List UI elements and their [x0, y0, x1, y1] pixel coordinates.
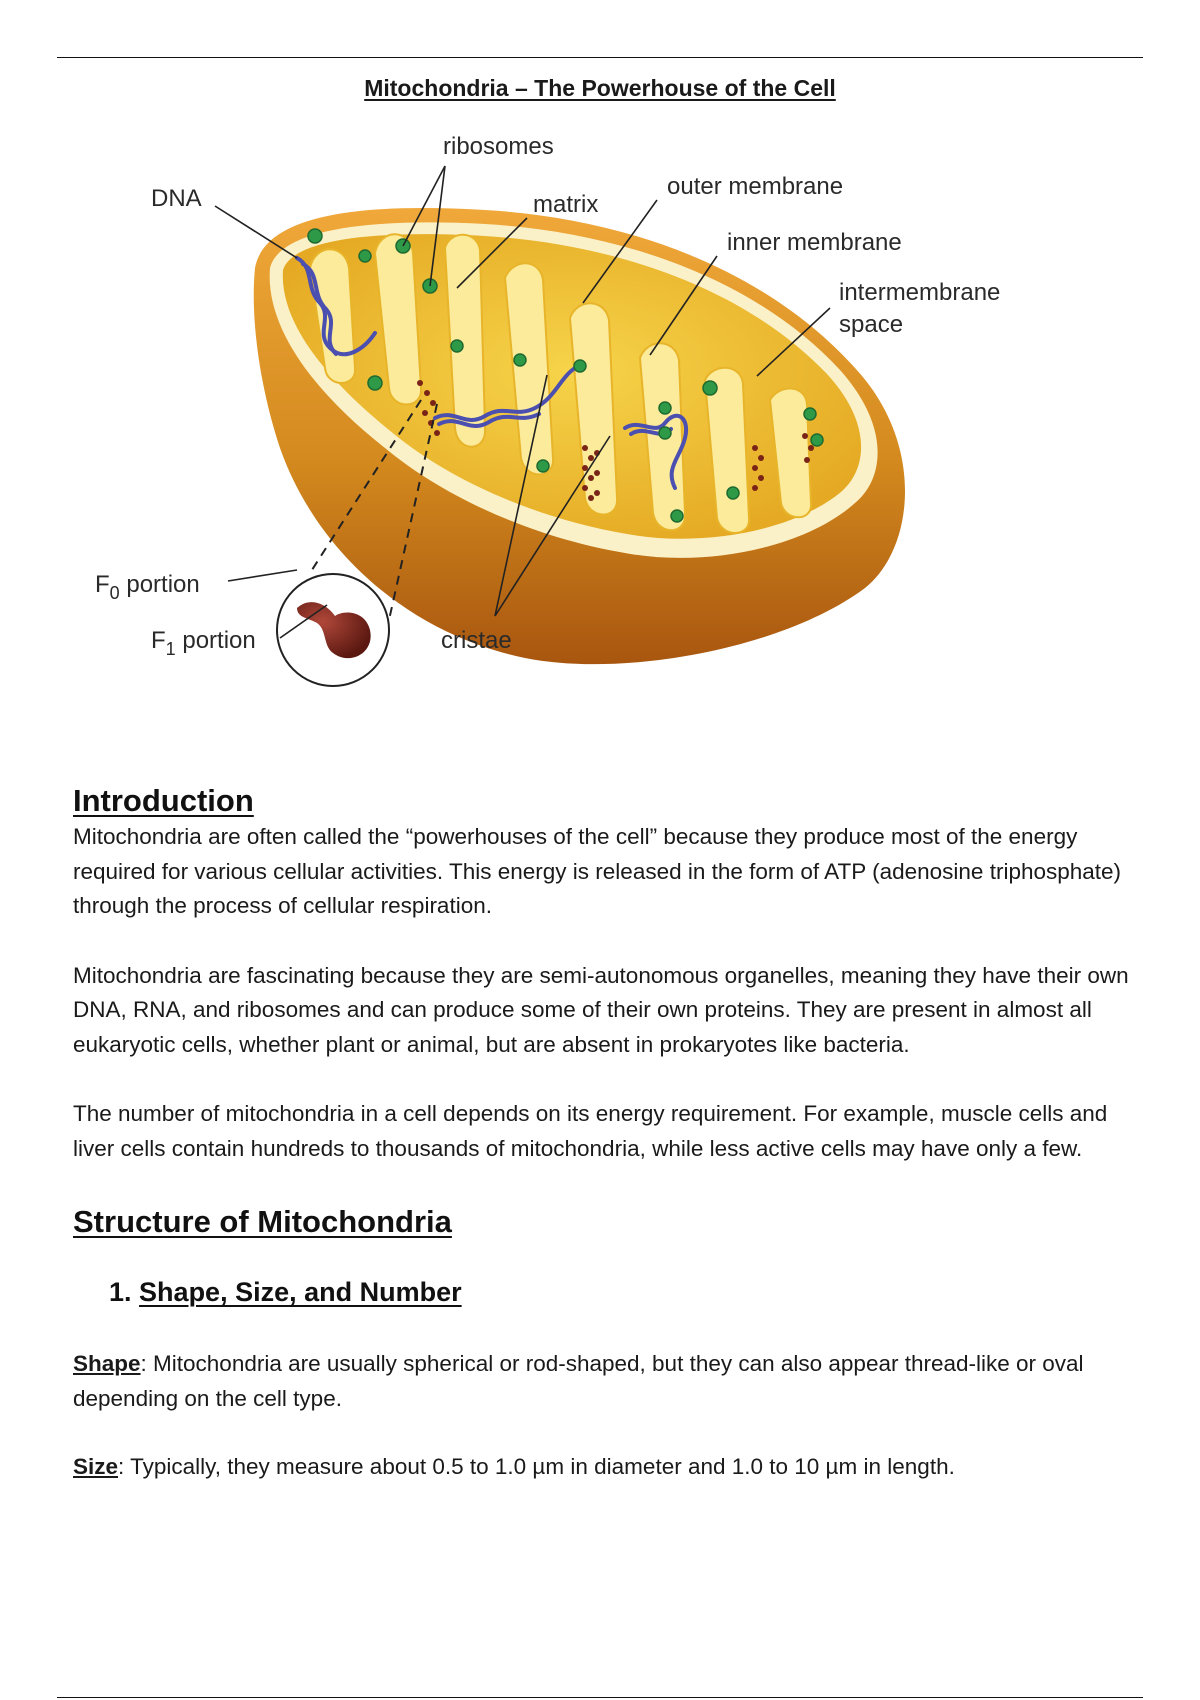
size-text: : Typically, they measure about 0.5 to 1.0 µm in diameter and 1.0 to 10 µm in length.: [118, 1454, 955, 1479]
bottom-rule: [57, 1697, 1143, 1698]
shape-term: Shape: [73, 1351, 141, 1376]
introduction-heading: Introduction: [73, 783, 254, 818]
structure-heading: Structure of Mitochondria: [73, 1204, 452, 1239]
shape-text: : Mitochondria are usually spherical or rod-shaped, but they can also appear thread-like or oval depending on the cell type.: [73, 1351, 1084, 1411]
size-paragraph: [73, 1450, 1138, 1485]
intro-paragraph-1: Mitochondria are often called the “powerhouses of the cell” because they produce most of the energy required for various cellular activities. This energy is released in the form of ATP (adenosine triphosphate) through the process of cellular respiration.: [73, 824, 1122, 918]
label-cristae: cristae: [441, 627, 512, 654]
label-ribosomes: ribosomes: [443, 133, 554, 160]
label-outer-membrane: outer membrane: [667, 173, 844, 200]
label-inner-membrane: inner membrane: [727, 229, 902, 256]
subsection-number: 1.: [109, 1277, 132, 1307]
intro-paragraph-2: Mitochondria are fascinating because they are semi-autonomous organelles, meaning they have their own DNA, RNA, and ribosomes and can produce some of their own proteins. They are present in almost all eukaryotic cells, whether plant or animal, but are absent in prokaryotes like bacteria.: [73, 962, 1129, 1057]
shape-paragraph: [73, 1347, 1138, 1416]
label-intermembrane-space: space: [839, 311, 904, 338]
document-body: [73, 782, 1138, 1485]
document-title: Mitochondria – The Powerhouse of the Cell: [364, 75, 836, 101]
label-dna: DNA: [151, 185, 202, 212]
label-f1-portion: $F_1$ portion: [151, 627, 256, 659]
mitochondria-diagram: [65, 118, 1125, 748]
intro-paragraph-3: The number of mitochondria in a cell depends on its energy requirement. For example, muscle cells and liver cells contain hundreds to thousands of mitochondria, while less active cells may have only a few.: [73, 1101, 1108, 1161]
label-f0-portion: $F_0$ portion: [95, 571, 200, 603]
subsection-title: Shape, Size, and Number: [139, 1277, 462, 1307]
top-rule: [57, 57, 1143, 58]
label-matrix: matrix: [533, 191, 599, 218]
subsection-heading: [109, 1275, 1138, 1309]
label-intermembrane: intermembrane: [839, 279, 1001, 306]
size-term: Size: [73, 1454, 119, 1479]
